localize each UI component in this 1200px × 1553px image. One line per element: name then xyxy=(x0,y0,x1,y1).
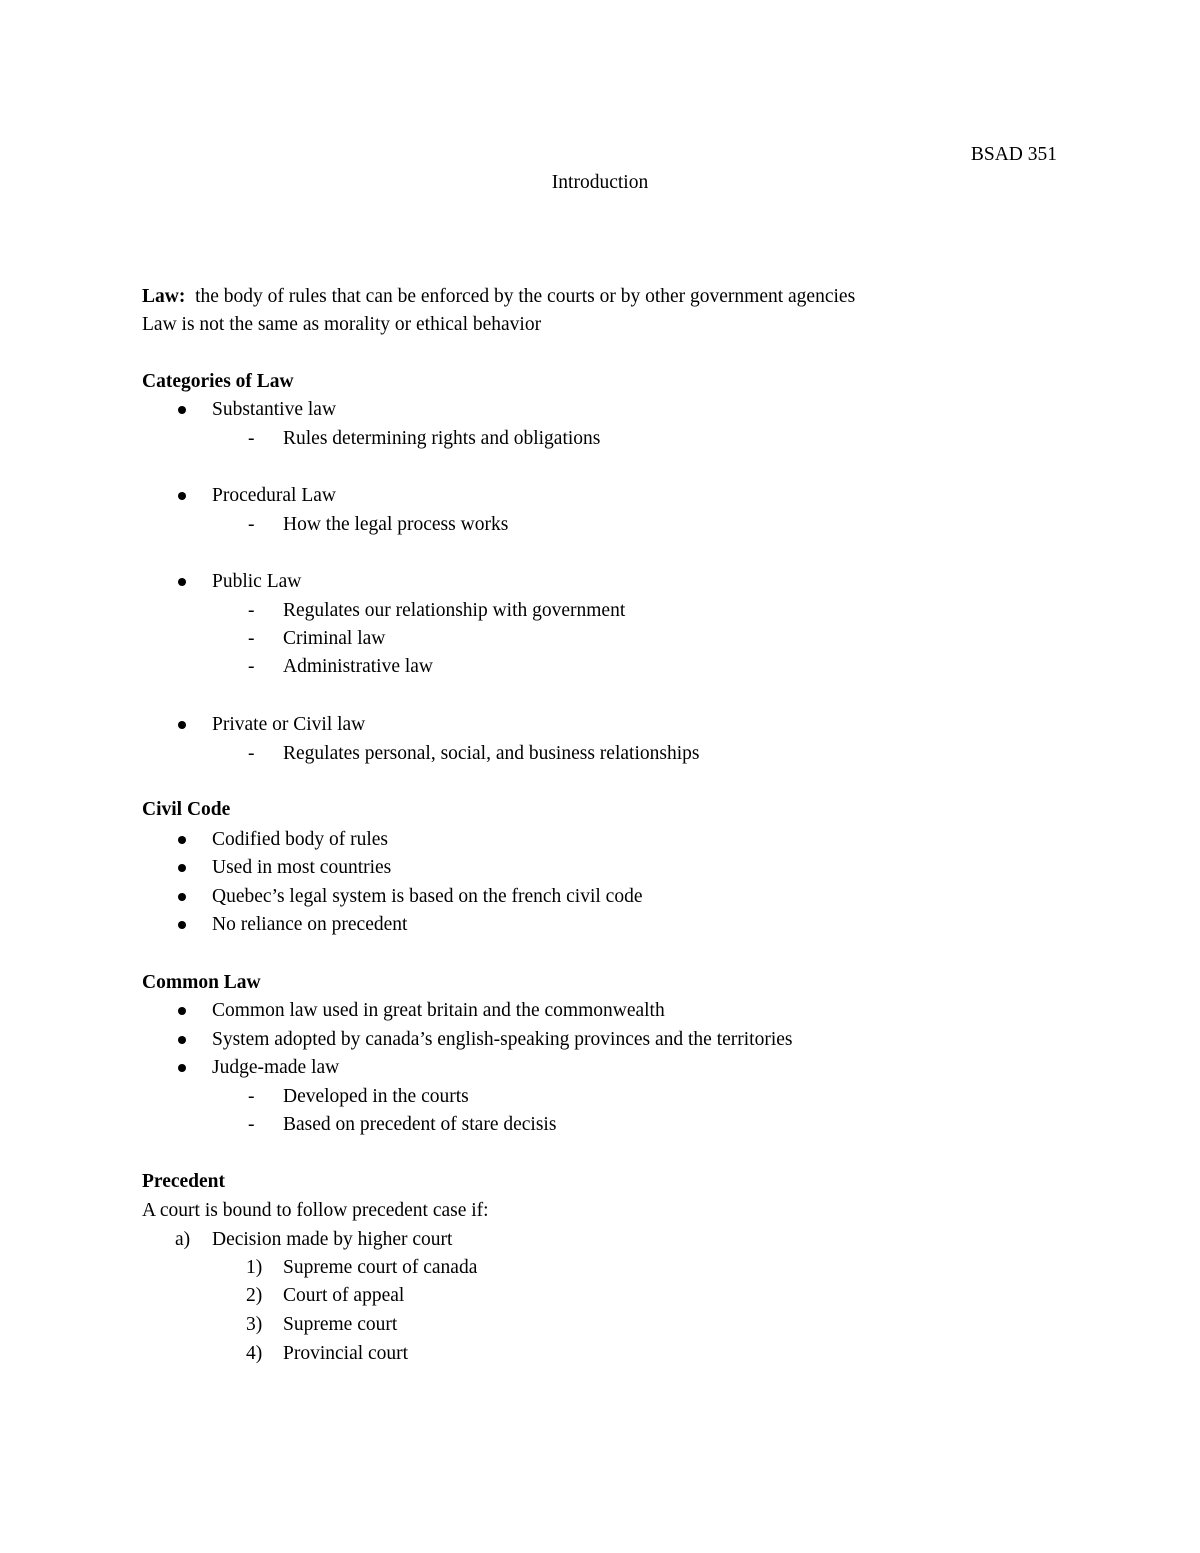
common-law-heading: Common Law xyxy=(142,972,261,993)
court-label: Supreme court xyxy=(283,1314,398,1335)
court-label: Provincial court xyxy=(283,1343,409,1364)
law-definition xyxy=(142,283,855,311)
list-item-label: Private or Civil law xyxy=(212,714,366,735)
sub-list-item-label: Criminal law xyxy=(283,628,386,649)
bullet-icon xyxy=(178,1064,186,1072)
dash-marker: - xyxy=(248,514,255,535)
list-item-label: Used in most countries xyxy=(212,857,392,878)
list-item-label: Judge-made law xyxy=(212,1057,340,1078)
categories-heading: Categories of Law xyxy=(142,371,294,392)
precedent-heading: Precedent xyxy=(142,1171,226,1192)
dash-marker: - xyxy=(248,1086,255,1107)
dash-marker: - xyxy=(248,600,255,621)
list-item-label: Substantive law xyxy=(212,399,337,420)
bullet-icon xyxy=(178,492,186,500)
bullet-icon xyxy=(178,836,186,844)
list-item-label: Procedural Law xyxy=(212,485,336,506)
bullet-icon xyxy=(178,864,186,872)
dash-marker: - xyxy=(248,656,255,677)
sub-list-item-label: Regulates personal, social, and business relationships xyxy=(283,743,700,764)
number-marker: 1) xyxy=(246,1257,263,1278)
sub-list-item-label: Rules determining rights and obligations xyxy=(283,428,601,449)
law-definition-text: the body of rules that can be enforced by the courts or by other government agencies xyxy=(195,286,856,307)
bullet-icon xyxy=(178,406,186,414)
number-marker: 2) xyxy=(246,1285,263,1306)
list-item-label: No reliance on precedent xyxy=(212,914,408,935)
dash-marker: - xyxy=(248,1114,255,1135)
condition-marker: a) xyxy=(175,1229,191,1250)
sub-list-item-label: How the legal process works xyxy=(283,514,509,535)
list-item-label: Codified body of rules xyxy=(212,829,389,850)
dash-marker: - xyxy=(248,428,255,449)
course-code: BSAD 351 xyxy=(970,144,1057,165)
dash-marker: - xyxy=(248,743,255,764)
bullet-icon xyxy=(178,1007,186,1015)
number-marker: 4) xyxy=(246,1343,263,1364)
sub-list-item-label: Based on precedent of stare decisis xyxy=(283,1114,557,1135)
number-marker: 3) xyxy=(246,1314,263,1335)
sub-list-item-label: Regulates our relationship with government xyxy=(283,600,626,621)
bullet-icon xyxy=(178,1036,186,1044)
list-item-label: Quebec’s legal system is based on the french civil code xyxy=(212,886,643,907)
court-label: Court of appeal xyxy=(283,1285,405,1306)
precedent-intro: A court is bound to follow precedent case if: xyxy=(142,1200,489,1221)
bullet-icon xyxy=(178,721,186,729)
court-label: Supreme court of canada xyxy=(283,1257,478,1278)
condition-label: Decision made by higher court xyxy=(212,1229,453,1250)
list-item-label: System adopted by canada’s english-speaking provinces and the territories xyxy=(212,1029,793,1050)
list-item-label: Common law used in great britain and the commonwealth xyxy=(212,1000,665,1021)
sub-list-item-label: Developed in the courts xyxy=(283,1086,469,1107)
bullet-icon xyxy=(178,578,186,586)
sub-list-item-label: Administrative law xyxy=(283,656,434,677)
law-term: Law: xyxy=(142,286,186,307)
document-title: Introduction xyxy=(551,172,649,193)
law-note: Law is not the same as morality or ethical behavior xyxy=(142,314,542,335)
civil-code-heading: Civil Code xyxy=(142,799,231,820)
list-item-label: Public Law xyxy=(212,571,302,592)
bullet-icon xyxy=(178,921,186,929)
bullet-icon xyxy=(178,893,186,901)
dash-marker: - xyxy=(248,628,255,649)
